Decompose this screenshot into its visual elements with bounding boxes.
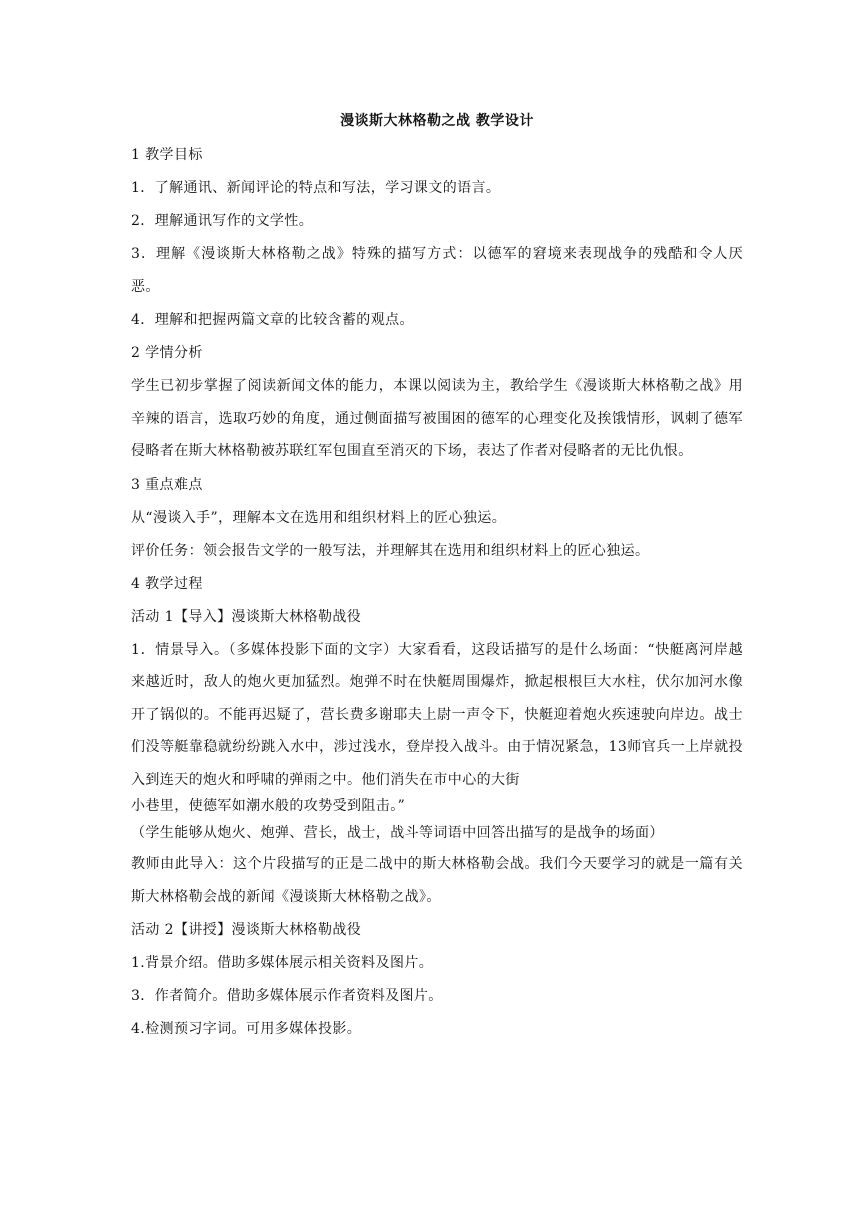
section-heading-keypoints: 3 重点难点 [131, 476, 203, 493]
scene-intro-paragraph: 1．情景导入。（多媒体投影下面的文字）大家看看，这段话描写的是什么场面：“快艇离河岸越来越近时，敌人的炮火更加猛烈。炮弹不时在快艇周围爆炸，掀起根根巨大水柱，伏尔加河水像开了锅似的。不能再迟疑了，营长费多谢耶夫上尉一声令下，快艇迎着炮火疾速驶向岸边。战士们没等艇靠稳就纷纷跳入水中，涉过浅水，登岸投入战斗。由于情况紧急，13师官兵一上岸就投入到连天的炮火和呼啸的弹雨之中。他们消失在市中心的大街 [131, 641, 743, 788]
section-heading-objectives: 1 教学目标 [131, 147, 203, 163]
objective-1: 1．了解通讯、新闻评论的特点和写法，学习课文的语言。 [131, 180, 501, 196]
scene-intro-continued: 小巷里，使德军如潮水般的攻势受到阻击。” [131, 798, 406, 814]
keypoint-paragraph: 从“漫谈入手”，理解本文在选用和组织材料上的匠心独运。 [131, 509, 507, 526]
objective-2: 2．理解通讯写作的文学性。 [131, 213, 314, 229]
student-response-note: （学生能够从炮火、炮弹、营长，战士，战斗等词语中回答出描写的是战争的场面） [131, 825, 664, 841]
document-body [131, 111, 743, 1052]
document-title: 漫谈斯大林格勒之战 教学设计 [340, 113, 534, 129]
background-intro: 1.背景介绍。借助多媒体展示相关资料及图片。 [131, 955, 434, 971]
objective-4: 4．理解和把握两篇文章的比较含蓄的观点。 [131, 312, 414, 328]
vocabulary-check: 4.检测预习字词。可用多媒体投影。 [131, 1021, 362, 1037]
section-heading-analysis: 2 学情分析 [131, 345, 203, 361]
author-intro: 3．作者简介。借助多媒体展示作者资料及图片。 [131, 988, 443, 1004]
activity-2-heading: 活动 2【讲授】漫谈斯大林格勒战役 [131, 922, 362, 938]
teacher-intro-paragraph: 教师由此导入：这个片段描写的正是二战中的斯大林格勒会战。我们今天要学习的就是一篇有关斯大林格勒会战的新闻《漫谈斯大林格勒之战》。 [131, 856, 743, 905]
evaluation-task: 评价任务：领会报告文学的一般写法，并理解其在选用和组织材料上的匠心独运。 [131, 542, 650, 559]
analysis-paragraph: 学生已初步掌握了阅读新闻文体的能力，本课以阅读为主，教给学生《漫谈斯大林格勒之战》用辛辣的语言，选取巧妙的角度，通过侧面描写被围困的德军的心理变化及挨饿情形，讽刺了德军侵略者在斯大林格勒被苏联红军包围直至消灭的下场，表达了作者对侵略者的无比仇恨。 [131, 378, 743, 459]
objective-3: 3．理解《漫谈斯大林格勒之战》特殊的描写方式：以德军的窘境来表现战争的残酷和令人厌恶。 [131, 246, 743, 295]
activity-1-heading: 活动 1【导入】漫谈斯大林格勒战役 [131, 608, 362, 625]
section-heading-process: 4 教学过程 [131, 575, 203, 592]
